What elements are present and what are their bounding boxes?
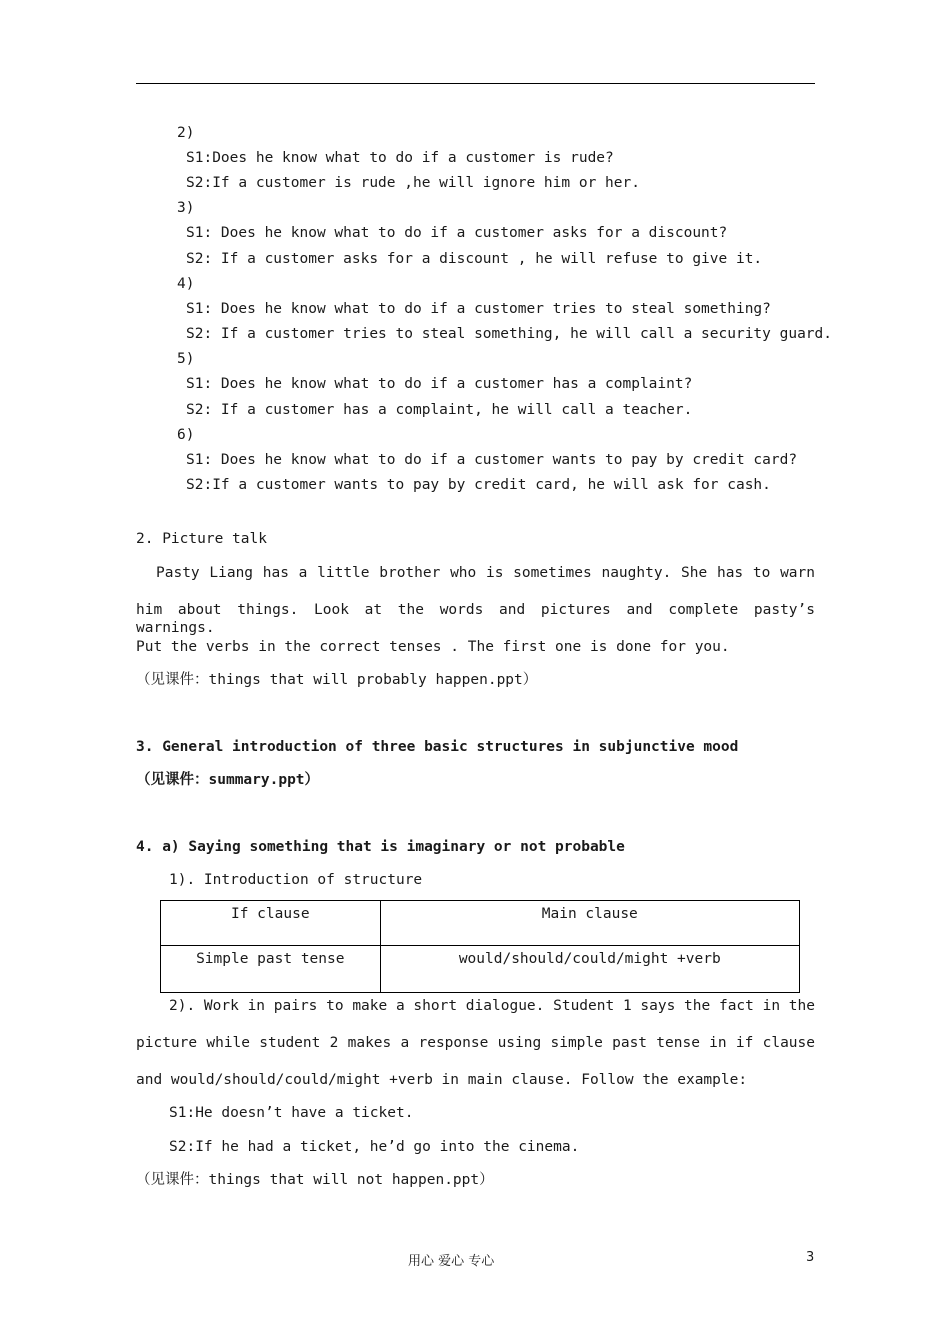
paragraph-line: Put the verbs in the correct tenses . The first one is done for you. — [136, 639, 730, 655]
courseware-reference: （见课件：summary.ppt） — [136, 772, 320, 788]
dialogue-s2: S2: If a customer tries to steal something, he will call a security guard. — [186, 326, 833, 342]
dialogue-s1: S1:Does he know what to do if a customer is rude? — [186, 150, 614, 166]
courseware-reference: （见课件：things that will probably happen.ppt） — [136, 672, 538, 688]
table-cell: would/should/could/might +verb — [380, 946, 799, 993]
dialogue-s2: S2:If a customer is rude ,he will ignore him or her. — [186, 175, 640, 191]
dialogue-s2: S2: If a customer has a complaint, he will call a teacher. — [186, 402, 693, 418]
dialogue-s1: S1: Does he know what to do if a customer tries to steal something? — [186, 301, 771, 317]
dialogue-number: 5) — [177, 351, 195, 367]
courseware-reference: （见课件：things that will not happen.ppt） — [136, 1172, 494, 1188]
example-s2: S2:If he had a ticket, he’d go into the cinema. — [169, 1139, 580, 1155]
dialogue-s1: S1: Does he know what to do if a customer wants to pay by credit card? — [186, 452, 798, 468]
dialogue-s1: S1: Does he know what to do if a customer has a complaint? — [186, 376, 693, 392]
header-rule — [136, 83, 815, 84]
structure-table — [160, 900, 800, 993]
subsection-title: 1). Introduction of structure — [169, 872, 423, 888]
table-header-cell: If clause — [161, 901, 381, 946]
dialogue-s2: S2:If a customer wants to pay by credit card, he will ask for cash. — [186, 477, 771, 493]
dialogue-s1: S1: Does he know what to do if a customer asks for a discount? — [186, 225, 728, 241]
section-heading: 2. Picture talk — [136, 531, 267, 547]
paragraph-line: picture while student 2 makes a response using simple past tense in if clause — [136, 1035, 815, 1051]
table-cell: Simple past tense — [161, 946, 381, 993]
table-header-cell: Main clause — [380, 901, 799, 946]
footer-motto: 用心 爱心 专心 — [408, 1254, 495, 1269]
paragraph-line: him about things. Look at the words and pictures and complete pasty’s warnings. — [136, 602, 815, 636]
section-heading: 4. a) Saying something that is imaginary or not probable — [136, 839, 625, 855]
page-number: 3 — [806, 1250, 815, 1265]
dialogue-number: 4) — [177, 276, 195, 292]
dialogue-number: 3) — [177, 200, 195, 216]
dialogue-number: 2) — [177, 125, 195, 141]
dialogue-number: 6) — [177, 427, 195, 443]
paragraph-line: 2). Work in pairs to make a short dialogue. Student 1 says the fact in the — [169, 998, 816, 1014]
example-s1: S1:He doesn’t have a ticket. — [169, 1105, 414, 1121]
dialogue-s2: S2: If a customer asks for a discount , he will refuse to give it. — [186, 251, 763, 267]
paragraph-line: Pasty Liang has a little brother who is sometimes naughty. She has to warn — [156, 565, 815, 581]
section-heading: 3. General introduction of three basic structures in subjunctive mood — [136, 739, 739, 755]
paragraph-line: and would/should/could/might +verb in main clause. Follow the example: — [136, 1072, 748, 1088]
